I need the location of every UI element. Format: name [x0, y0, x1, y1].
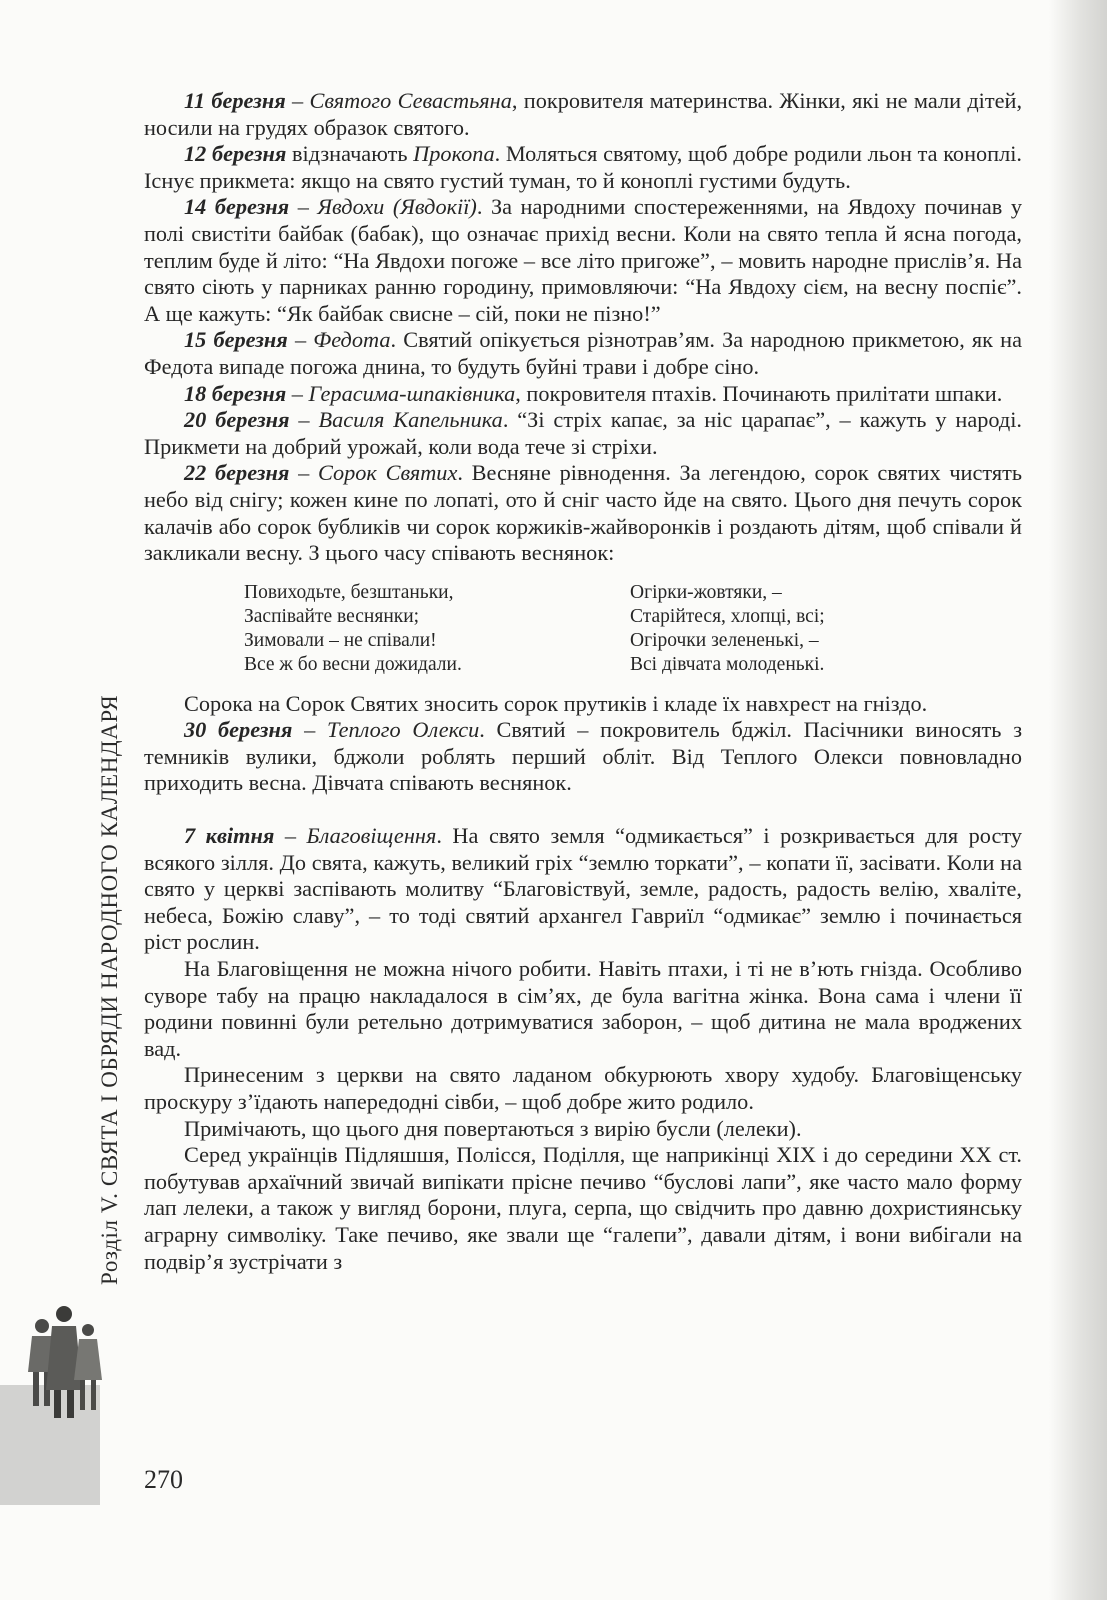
- entry-date: 11 березня: [184, 88, 286, 113]
- vesnianka-poem: [244, 581, 1022, 677]
- entry-saint: Герасима-шпаківника: [308, 380, 516, 406]
- entry-april-7: [144, 823, 1022, 956]
- paragraph-soroka: Сорока на Сорок Святих зносить сорок прутиків і кладе їх навхрест на гніздо.: [184, 690, 928, 716]
- poem-line: Заспівайте веснянки;: [244, 605, 420, 627]
- poem-line: Все ж бо весни дожидали.: [244, 653, 462, 675]
- poem-line: Огірочки зелененькі, –: [630, 629, 819, 651]
- page-edge-shadow: [1049, 0, 1107, 1600]
- paragraph-body: Примічають, що цього дня повертаються з вирію бусли (лелеки).: [184, 1115, 802, 1141]
- paragraph-body: Принесеним з церкви на свято ладаном обкурюють хвору худобу. Благовіщенську проскуру з’їдають напередодні сівби, – щоб добре жито родило.: [144, 1062, 1022, 1114]
- entry-date: 30 березня: [184, 717, 293, 743]
- entry-saint: Благовіщення: [306, 823, 437, 849]
- entry-date: 12 березня: [184, 141, 287, 167]
- entry-separator: –: [289, 194, 318, 220]
- entry-separator: –: [285, 88, 310, 113]
- entry-separator: –: [292, 717, 327, 743]
- entry-separator: –: [286, 380, 309, 406]
- entry-date: 15 березня: [184, 327, 288, 353]
- entry-march-18: [144, 381, 1022, 408]
- entry-march-20: [144, 407, 1022, 460]
- entry-separator: –: [287, 327, 314, 353]
- entry-date: 18 березня: [184, 380, 287, 406]
- poem-column-left: [244, 581, 630, 677]
- entry-march-15: [144, 327, 1022, 380]
- poem-line: Всі дівчата молоденькі.: [630, 653, 825, 675]
- entry-march-11: [144, 88, 1022, 141]
- entry-separator: –: [289, 460, 318, 486]
- entry-separator: відзначають: [286, 141, 414, 167]
- entry-date: 14 березня: [184, 194, 290, 220]
- entry-text: , покровителя материнства. Жінки, які не мали дітей, носили на грудях образок святого.: [144, 88, 1023, 140]
- entry-text: . Весняне рівнодення. За легендою, сорок святих чистять небо від снігу; кожен кине по лопаті, ото й сніг часто йде на свято. Цього дня печуть сорок калачів або сорок бубликів чи сорок коржиків-жайворонків і роздають дітям, щоб співали й закликали весну. З цього часу співають веснянок:: [144, 460, 1022, 566]
- poem-line: Повиходьте, безштаньки,: [244, 581, 454, 603]
- entry-saint: Федота: [313, 327, 391, 353]
- poem-column-right: [630, 581, 1016, 677]
- entry-saint: Явдохи (Явдокії): [317, 194, 477, 220]
- poem-line: Старійтеся, хлопці, всі;: [630, 605, 825, 627]
- entry-saint: Василя Капельника: [318, 407, 503, 433]
- poem-line: Огірки-жовтяки, –: [630, 581, 782, 603]
- page-body: [144, 88, 1022, 1275]
- entry-saint: Святого Севастьяна: [309, 88, 512, 113]
- entry-text: . На свято земля “одмикається” і розкривається для росту всякого зілля. До свята, кажуть, великий гріх “землю торкати”, – копати її, засівати. Коли на свято у церкві заспівають молитву “Благовіствуй, земле, радость, радость велію, хваліте, небеса, Божію славу”, – то тоді святий архангел Гавриїл “одмикає” землю і починається ріст рослин.: [144, 823, 1022, 955]
- entry-text: , покровителя птахів. Починають прилітати шпаки.: [515, 380, 1003, 406]
- entry-separator: –: [289, 407, 319, 433]
- entry-march-12: [144, 141, 1022, 194]
- poem-line: Зимовали – не співали!: [244, 629, 437, 651]
- entry-saint: Сорок Святих: [317, 460, 458, 486]
- entry-text: . Святий опікується різнотрав’ям. За народною прикметою, як на Федота випаде погожа днина, то будуть буйні трави і добре сіно.: [144, 327, 1022, 379]
- entry-march-30: [144, 717, 1022, 797]
- entry-text: . Святий – покровитель бджіл. Пасічники виносять з темників вулики, бджоли роблять перший обліт. Від Теплого Олекси повновладно приходить весна. Дівчата співають веснянок.: [144, 717, 1022, 796]
- paragraph-body: На Благовіщення не можна нічого робити. Навіть птахи, і ті не в’ють гнізда. Особливо суворе табу на працю накладалося в сім’ях, де була вагітна жінка. Вона сама і члени її родини повинні були ретельно дотримуватися заборон, – щоб дитина не мала вроджених вад.: [144, 956, 1022, 1061]
- entry-date: 7 квітня: [184, 823, 275, 849]
- entry-text: . “Зі стріх капає, за ніс царапає”, – кажуть у народі. Прикмети на добрий урожай, коли вода тече зі стріхи.: [144, 407, 1022, 459]
- entry-march-14: [144, 194, 1022, 327]
- entry-saint: Теплого Олекси: [326, 717, 480, 743]
- entry-text: . Моляться святому, щоб добре родили льон та коноплі. Існує прикмета: якщо на свято густий туман, то й коноплі густими будуть.: [144, 141, 1022, 193]
- entry-saint: Прокопа: [413, 141, 495, 167]
- entry-date: 22 березня: [184, 460, 290, 486]
- entry-march-22: [144, 460, 1022, 566]
- paragraph-body: Серед українців Підляшшя, Полісся, Поділля, ще наприкінці XIX і до середини XX ст. побутував архаїчний звичай випікати прісне печиво “буслові лапи”, яке часто мало форму лап лелеки, а також у вигляд борони, плуга, серпа, що свідчить про давню дохристиянську аграрну символіку. Таке печиво, яке звали ще “галепи”, давали дітям, і вони вибігали на подвір’я зустрічати з: [144, 1142, 1022, 1274]
- entry-separator: –: [274, 823, 307, 849]
- folk-figures-illustration: [26, 1302, 104, 1424]
- page-number: 270: [144, 1465, 183, 1494]
- entry-text: . За народними спостереженнями, на Явдоху починав у полі свистіти байбак (бабак), що означає прихід весни. Коли на свято тепла й ясна погода, теплим буде й літо: “На Явдохи погоже – все літо пригоже”, – мовить народне прислів’я. На свято сіють у парниках ранню городину, примовляючи: “На Явдоху сієм, на весну поспіє”. А ще кажуть: “Як байбак свисне – сій, поки не пізно!”: [144, 194, 1023, 326]
- running-header: Розділ V. СВЯТА І ОБРЯДИ НАРОДНОГО КАЛЕНДАРЯ: [97, 694, 122, 1285]
- entry-date: 20 березня: [184, 407, 290, 433]
